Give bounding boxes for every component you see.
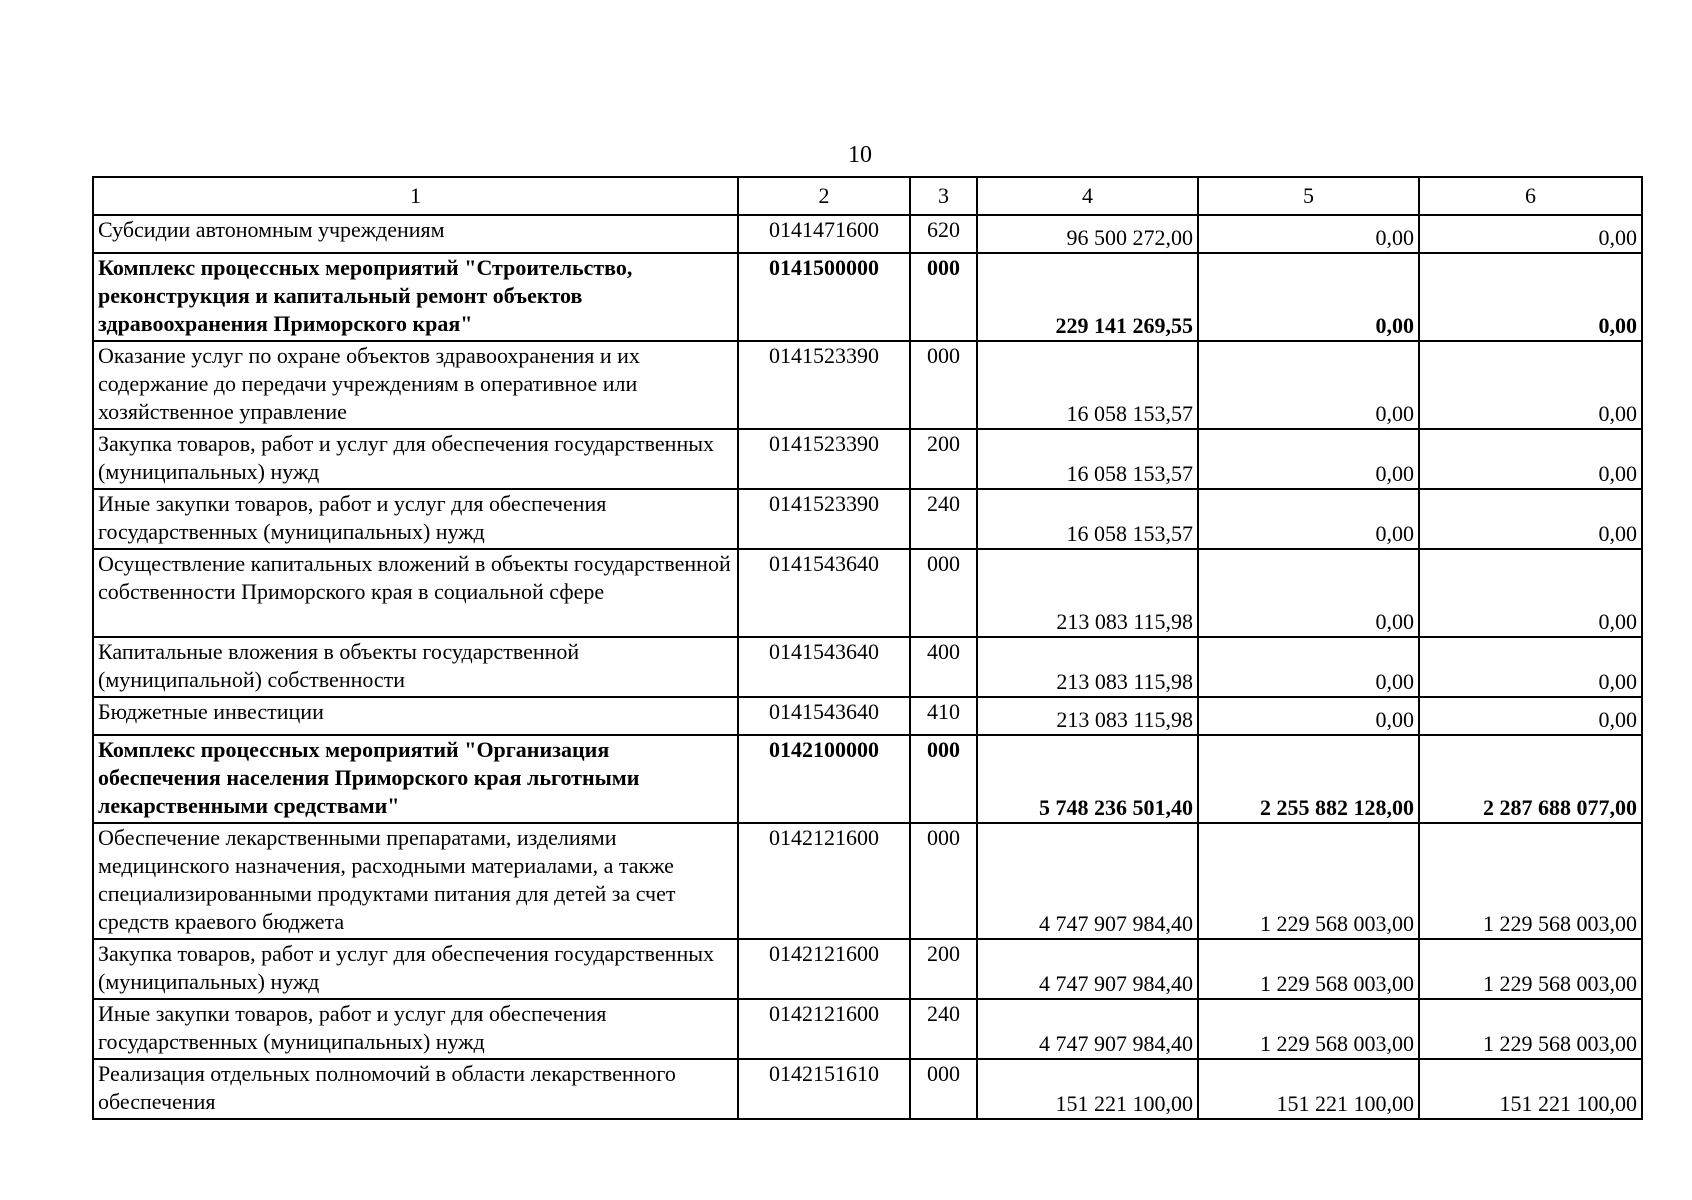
row-value-6-cell: 0,00: [1419, 489, 1642, 549]
row-value-5-cell: 2 255 882 128,00: [1198, 735, 1419, 823]
row-value-4-cell: 96 500 272,00: [977, 215, 1198, 253]
row-name-cell: Закупка товаров, работ и услуг для обеспечения государственных (муниципальных) нужд: [93, 429, 738, 489]
header-cell-1: 1: [93, 177, 738, 215]
row-value-5-cell: 0,00: [1198, 253, 1419, 341]
row-code-cell: 0142121600: [738, 823, 910, 939]
row-type-cell: 620: [910, 215, 977, 253]
row-value-4-cell: 4 747 907 984,40: [977, 999, 1198, 1059]
row-type-cell: 000: [910, 549, 977, 637]
table-row: [93, 939, 1642, 999]
row-code-cell: 0141500000: [738, 253, 910, 341]
row-name-cell: Реализация отдельных полномочий в области лекарственного обеспечения: [93, 1059, 738, 1119]
row-value-4-cell: 5 748 236 501,40: [977, 735, 1198, 823]
row-code-cell: 0141471600: [738, 215, 910, 253]
page-number: 10: [848, 142, 872, 168]
row-name-cell: Осуществление капитальных вложений в объекты государственной собственности Приморского края в социальной сфере: [93, 549, 738, 637]
row-type-cell: 000: [910, 341, 977, 429]
row-value-4-cell: 151 221 100,00: [977, 1059, 1198, 1119]
row-value-6-cell: 0,00: [1419, 215, 1642, 253]
row-code-cell: 0141523390: [738, 489, 910, 549]
table-row: [93, 341, 1642, 429]
row-value-6-cell: 0,00: [1419, 253, 1642, 341]
row-value-6-cell: 0,00: [1419, 549, 1642, 637]
row-name-cell: Капитальные вложения в объекты государственной (муниципальной) собственности: [93, 637, 738, 697]
row-value-5-cell: 0,00: [1198, 637, 1419, 697]
row-type-cell: 000: [910, 735, 977, 823]
table-row: [93, 697, 1642, 735]
row-code-cell: 0142121600: [738, 939, 910, 999]
row-value-6-cell: 0,00: [1419, 341, 1642, 429]
table-row: [93, 253, 1642, 341]
table-row: [93, 637, 1642, 697]
header-cell-2: 2: [738, 177, 910, 215]
row-value-6-cell: 0,00: [1419, 429, 1642, 489]
row-value-4-cell: 213 083 115,98: [977, 697, 1198, 735]
row-code-cell: 0141543640: [738, 637, 910, 697]
table-row: [93, 823, 1642, 939]
row-value-6-cell: 1 229 568 003,00: [1419, 823, 1642, 939]
row-name-cell: Иные закупки товаров, работ и услуг для обеспечения государственных (муниципальных) нужд: [93, 999, 738, 1059]
header-cell-3: 3: [910, 177, 977, 215]
table-row: [93, 429, 1642, 489]
table-row: [93, 999, 1642, 1059]
row-code-cell: 0141543640: [738, 697, 910, 735]
budget-table: [92, 176, 1643, 1120]
row-value-4-cell: 16 058 153,57: [977, 429, 1198, 489]
row-code-cell: 0141523390: [738, 429, 910, 489]
row-type-cell: 000: [910, 823, 977, 939]
row-type-cell: 410: [910, 697, 977, 735]
table-row: [93, 1059, 1642, 1119]
row-name-cell: Оказание услуг по охране объектов здравоохранения и их содержание до передачи учреждениям в оперативное или хозяйственное управление: [93, 341, 738, 429]
row-name-cell: Иные закупки товаров, работ и услуг для обеспечения государственных (муниципальных) нужд: [93, 489, 738, 549]
row-value-5-cell: 0,00: [1198, 215, 1419, 253]
row-value-4-cell: 4 747 907 984,40: [977, 823, 1198, 939]
row-value-5-cell: 0,00: [1198, 549, 1419, 637]
row-value-5-cell: 0,00: [1198, 489, 1419, 549]
row-value-6-cell: 0,00: [1419, 637, 1642, 697]
header-row: [93, 177, 1642, 215]
row-value-6-cell: 2 287 688 077,00: [1419, 735, 1642, 823]
row-name-cell: Субсидии автономным учреждениям: [93, 215, 738, 253]
table-row: [93, 215, 1642, 253]
row-value-4-cell: 4 747 907 984,40: [977, 939, 1198, 999]
row-value-4-cell: 213 083 115,98: [977, 637, 1198, 697]
row-name-cell: Обеспечение лекарственными препаратами, изделиями медицинского назначения, расходными материалами, а также специализированными продуктами питания для детей за счет средств краевого бюджета: [93, 823, 738, 939]
row-name-cell: Бюджетные инвестиции: [93, 697, 738, 735]
row-value-5-cell: 151 221 100,00: [1198, 1059, 1419, 1119]
row-type-cell: 240: [910, 999, 977, 1059]
row-value-4-cell: 16 058 153,57: [977, 341, 1198, 429]
row-name-cell: Комплекс процессных мероприятий "Строительство, реконструкция и капитальный ремонт объектов здравоохранения Приморского края": [93, 253, 738, 341]
header-cell-4: 4: [977, 177, 1198, 215]
row-code-cell: 0142151610: [738, 1059, 910, 1119]
table-row: [93, 549, 1642, 637]
row-type-cell: 200: [910, 939, 977, 999]
row-value-5-cell: 0,00: [1198, 697, 1419, 735]
row-code-cell: 0141543640: [738, 549, 910, 637]
row-code-cell: 0142121600: [738, 999, 910, 1059]
row-type-cell: 000: [910, 253, 977, 341]
row-code-cell: 0141523390: [738, 341, 910, 429]
row-type-cell: 200: [910, 429, 977, 489]
row-type-cell: 240: [910, 489, 977, 549]
row-value-4-cell: 213 083 115,98: [977, 549, 1198, 637]
row-value-4-cell: 16 058 153,57: [977, 489, 1198, 549]
table-row: [93, 489, 1642, 549]
row-code-cell: 0142100000: [738, 735, 910, 823]
row-type-cell: 400: [910, 637, 977, 697]
table-row: [93, 735, 1642, 823]
row-value-5-cell: 1 229 568 003,00: [1198, 823, 1419, 939]
header-cell-5: 5: [1198, 177, 1419, 215]
row-value-5-cell: 0,00: [1198, 341, 1419, 429]
row-value-5-cell: 1 229 568 003,00: [1198, 999, 1419, 1059]
row-value-6-cell: 0,00: [1419, 697, 1642, 735]
row-name-cell: Комплекс процессных мероприятий "Организация обеспечения населения Приморского края льготными лекарственными средствами": [93, 735, 738, 823]
row-value-6-cell: 1 229 568 003,00: [1419, 939, 1642, 999]
row-value-6-cell: 1 229 568 003,00: [1419, 999, 1642, 1059]
row-value-4-cell: 229 141 269,55: [977, 253, 1198, 341]
row-value-5-cell: 1 229 568 003,00: [1198, 939, 1419, 999]
header-cell-6: 6: [1419, 177, 1642, 215]
row-value-6-cell: 151 221 100,00: [1419, 1059, 1642, 1119]
row-type-cell: 000: [910, 1059, 977, 1119]
row-name-cell: Закупка товаров, работ и услуг для обеспечения государственных (муниципальных) нужд: [93, 939, 738, 999]
row-value-5-cell: 0,00: [1198, 429, 1419, 489]
